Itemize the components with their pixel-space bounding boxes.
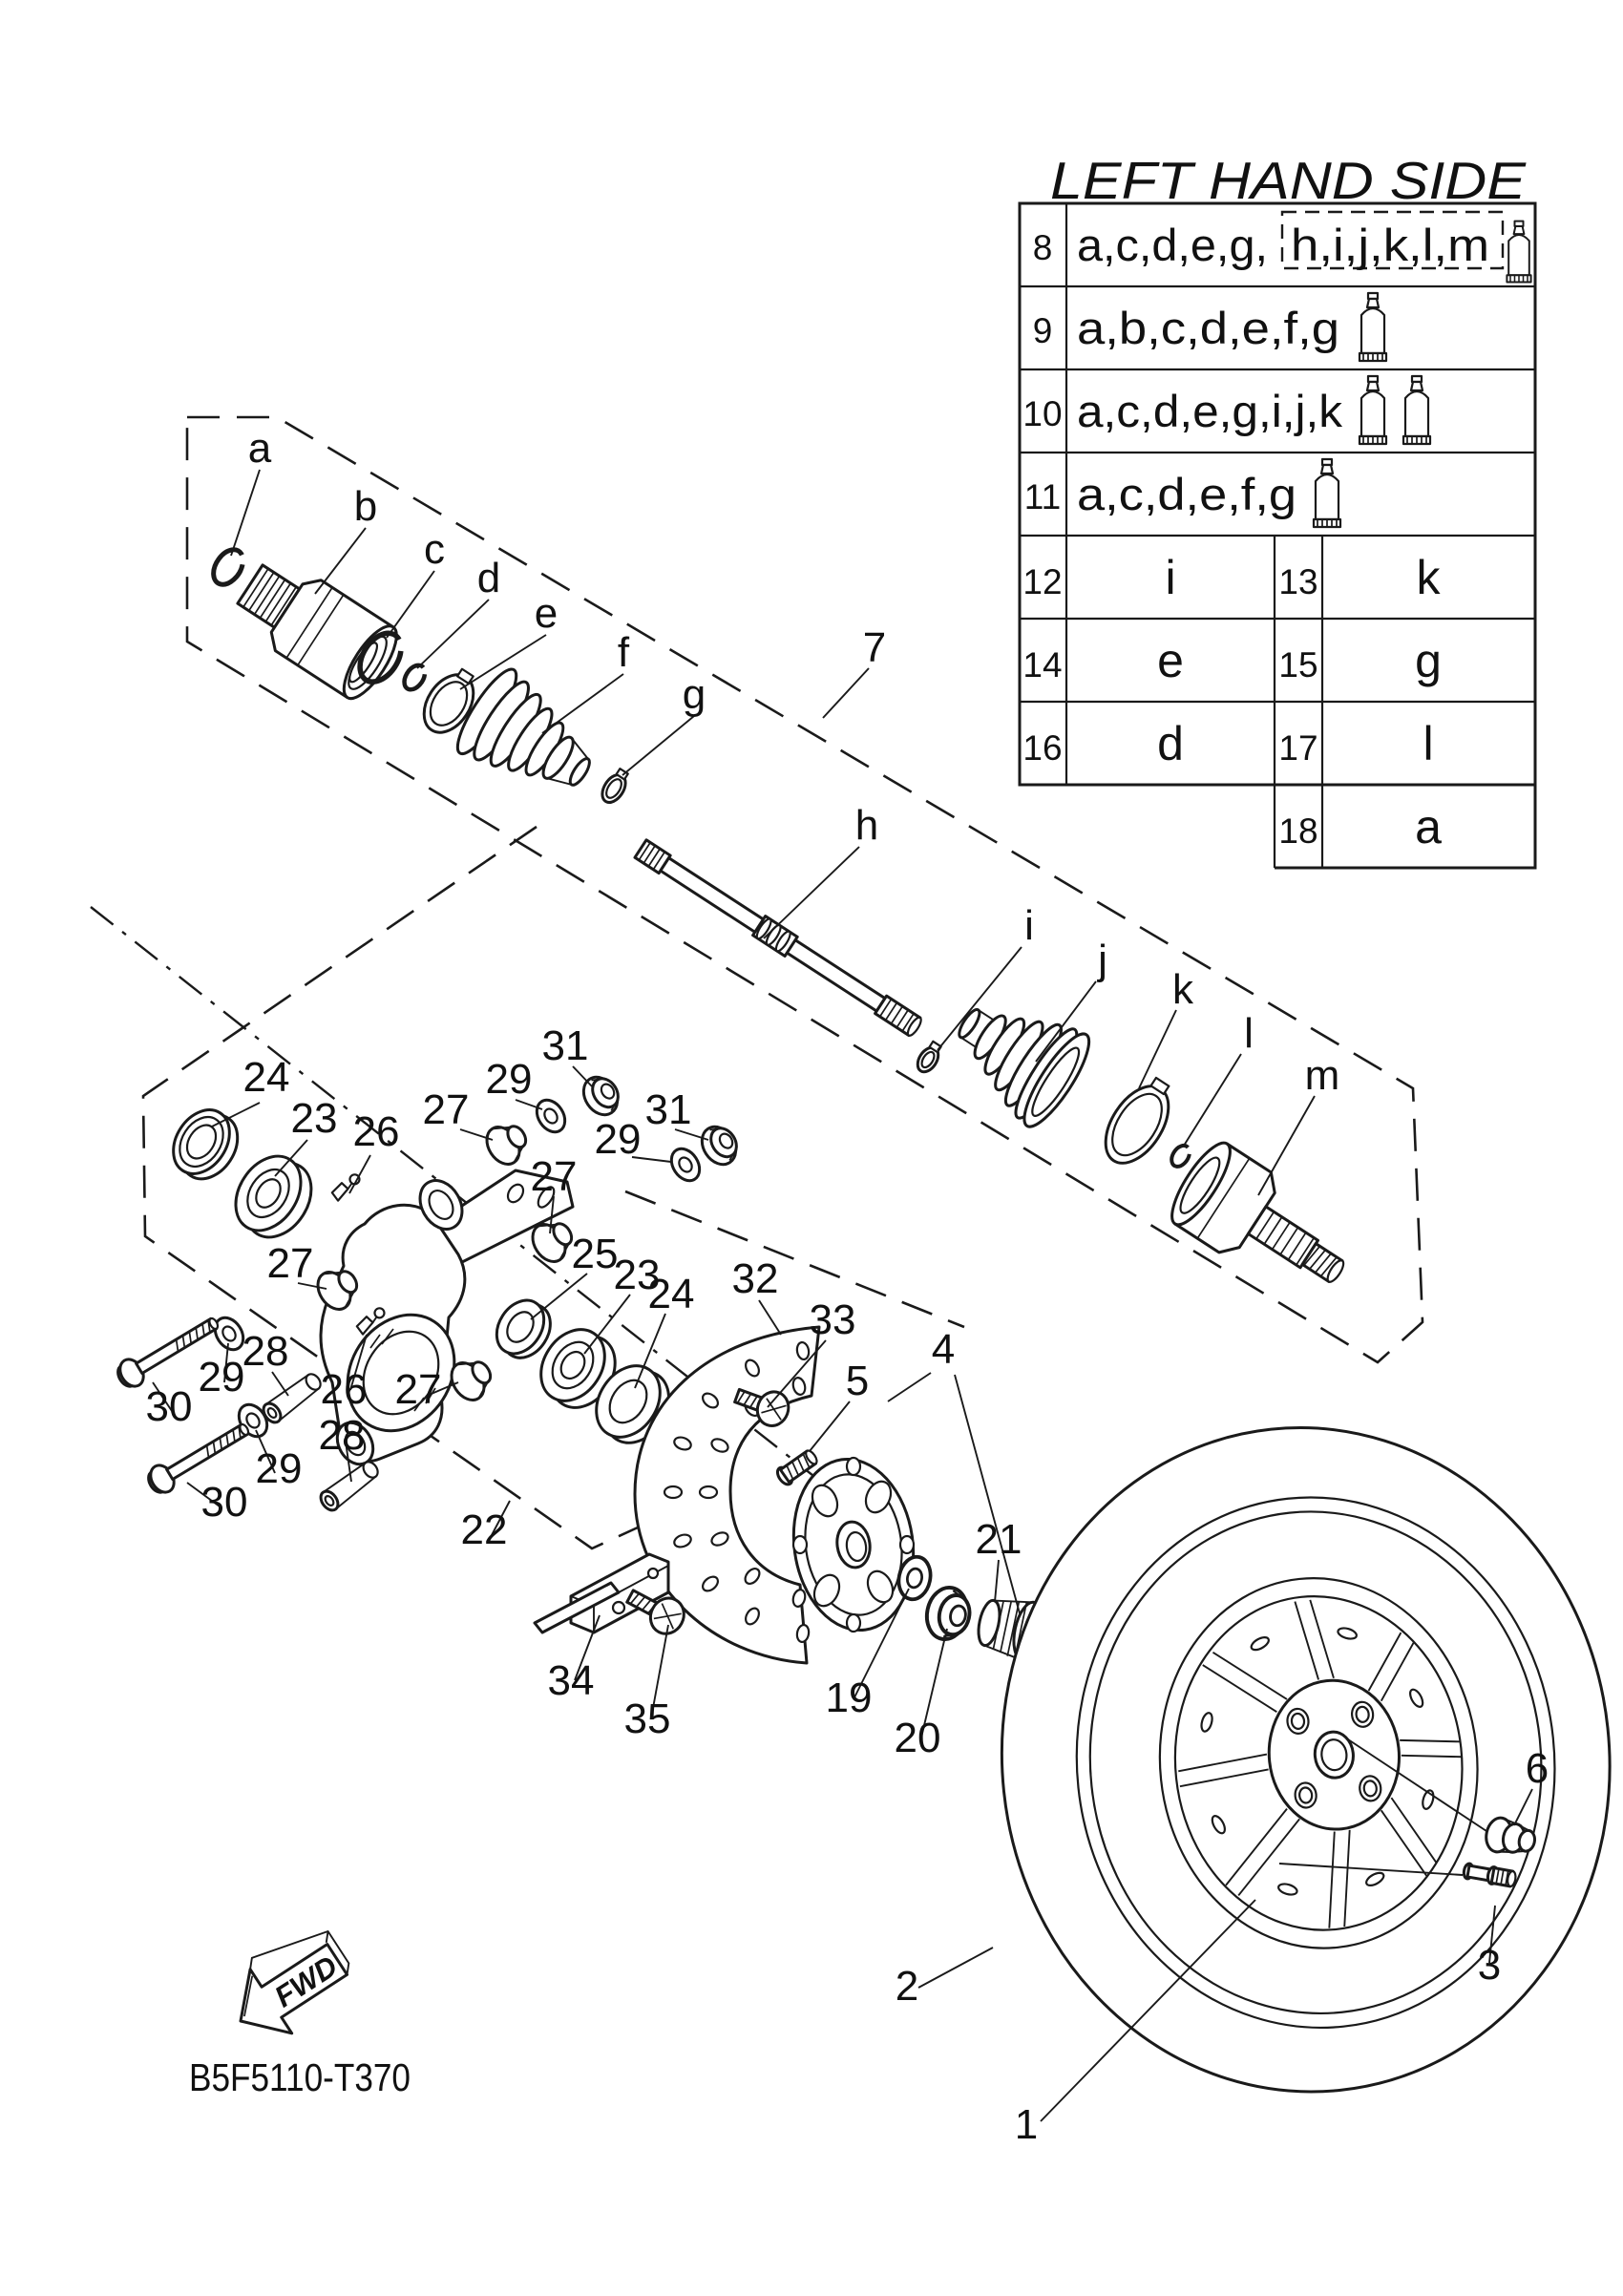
row9-num: 9	[1032, 311, 1053, 350]
callout-a: a	[247, 425, 272, 472]
row16-letter: d	[1157, 717, 1184, 770]
callout-29-c: 29	[198, 1354, 245, 1401]
callout-23-left: 23	[290, 1095, 338, 1142]
row15-num: 15	[1278, 645, 1318, 685]
callout-e: e	[534, 590, 559, 637]
callout-24-right: 24	[647, 1271, 695, 1317]
callout-27-b: 27	[530, 1153, 578, 1200]
callout-f: f	[617, 629, 630, 676]
callout-3: 3	[1477, 1942, 1502, 1989]
row18-num: 18	[1278, 811, 1318, 851]
row11-num: 11	[1023, 477, 1062, 516]
callout-35: 35	[623, 1696, 671, 1742]
callout-31-a: 31	[541, 1022, 589, 1069]
callout-32: 32	[731, 1255, 779, 1302]
row9-letters: a,b,c,d,e,f,g	[1077, 303, 1339, 353]
table-title: LEFT HAND SIDE	[1050, 151, 1528, 210]
row16-num: 16	[1022, 728, 1063, 768]
callout-27-c: 27	[266, 1240, 314, 1287]
callout-j: j	[1098, 937, 1107, 983]
row14-letter: e	[1157, 634, 1184, 687]
row8-num: 8	[1032, 228, 1053, 267]
callout-34: 34	[547, 1657, 595, 1704]
callout-c: c	[424, 526, 445, 573]
callout-6: 6	[1525, 1745, 1549, 1792]
callout-1: 1	[1014, 2101, 1039, 2148]
callout-26-lower: 26	[320, 1366, 368, 1413]
row17-num: 17	[1278, 728, 1318, 768]
callout-21: 21	[975, 1516, 1022, 1563]
row13-num: 13	[1278, 562, 1318, 601]
row11-letters: a,c,d,e,f,g	[1077, 469, 1296, 519]
callout-20: 20	[894, 1715, 941, 1761]
callout-b: b	[353, 483, 378, 530]
callout-4: 4	[931, 1326, 956, 1373]
row8-boxed-letters: h,i,j,k,l,m	[1291, 220, 1489, 270]
callout-24-left: 24	[242, 1054, 290, 1101]
callout-33: 33	[809, 1296, 856, 1343]
callout-5: 5	[845, 1358, 870, 1404]
row14-num: 14	[1022, 645, 1063, 685]
row17-letter: l	[1423, 717, 1434, 770]
callout-l: l	[1244, 1010, 1254, 1057]
callout-2: 2	[895, 1963, 919, 2010]
callout-m: m	[1304, 1052, 1340, 1099]
callout-27-a: 27	[422, 1086, 470, 1133]
row8-letters: a,c,d,e,g,	[1077, 220, 1268, 270]
row10-letters: a,c,d,e,g,i,j,k	[1077, 386, 1343, 436]
callout-19: 19	[825, 1675, 873, 1721]
row12-letter: i	[1165, 551, 1176, 604]
callout-27-d: 27	[394, 1366, 442, 1413]
callout-7: 7	[862, 624, 887, 671]
callout-28-a: 28	[242, 1328, 289, 1375]
callout-25: 25	[571, 1231, 619, 1277]
callout-i: i	[1024, 902, 1034, 949]
row15-letter: g	[1415, 634, 1442, 687]
callout-29-d: 29	[255, 1445, 303, 1492]
callout-d: d	[476, 555, 501, 601]
callout-h: h	[854, 802, 879, 849]
drawing-code: B5F5110-T370	[189, 2055, 411, 2099]
callout-23-right: 23	[613, 1252, 661, 1298]
row12-num: 12	[1022, 562, 1063, 601]
callout-31-b: 31	[644, 1086, 692, 1133]
callout-26-upper: 26	[352, 1108, 400, 1155]
callout-30-b: 30	[200, 1479, 248, 1526]
callout-29-a: 29	[485, 1056, 533, 1103]
callout-30-a: 30	[145, 1383, 193, 1430]
callout-29-b: 29	[594, 1116, 642, 1163]
callout-k: k	[1172, 966, 1193, 1013]
callout-22: 22	[460, 1506, 508, 1553]
row10-num: 10	[1022, 394, 1063, 433]
row18-letter: a	[1415, 800, 1442, 853]
callout-28-b: 28	[318, 1412, 366, 1459]
fwd-label: FWD	[268, 1948, 344, 2014]
callout-g: g	[682, 671, 706, 718]
row13-letter: k	[1416, 551, 1441, 604]
